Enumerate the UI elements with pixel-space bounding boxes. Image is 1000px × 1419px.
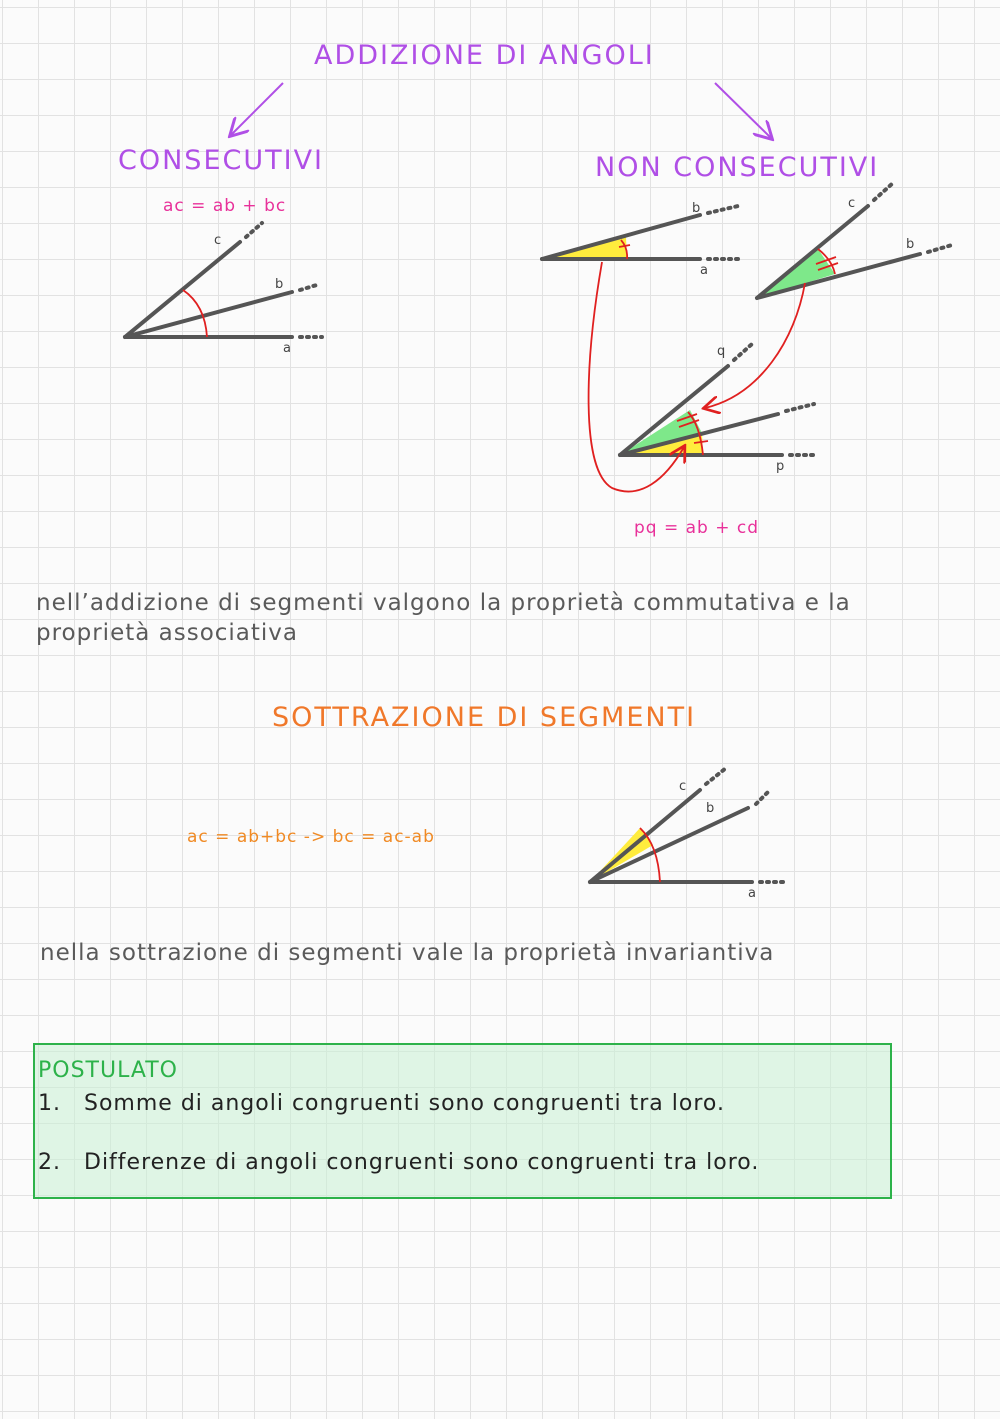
postulate-item-2-number: 2.	[38, 1150, 61, 1175]
arrow-right-icon	[715, 83, 771, 138]
label-b: b	[275, 277, 284, 292]
label-b: b	[906, 237, 915, 252]
note-addizione-line2: proprietà associativa	[36, 620, 299, 646]
formula-non-consecutivi: pq = ab + cd	[634, 518, 760, 538]
formula-consecutivi: ac = ab + bc	[163, 196, 287, 216]
postulate-item-1-text: Somme di angoli congruenti sono congruenti tra loro.	[84, 1091, 725, 1116]
label-a: a	[283, 341, 291, 356]
page-title: ADDIZIONE DI ANGOLI	[314, 40, 655, 71]
heading-non-consecutivi: NON CONSECUTIVI	[595, 152, 880, 183]
label-a: a	[700, 263, 708, 278]
heading-consecutivi: CONSECUTIVI	[118, 145, 325, 176]
label-c: c	[679, 779, 687, 794]
label-p: p	[776, 459, 785, 474]
diagram-consecutivi	[125, 242, 292, 337]
label-b: b	[706, 801, 715, 816]
postulate-item-2-text: Differenze di angoli congruenti sono congruenti tra loro.	[84, 1150, 760, 1175]
transfer-curve-ab	[589, 262, 684, 492]
heading-sottrazione: SOTTRAZIONE DI SEGMENTI	[272, 702, 697, 733]
formula-sottrazione: ac = ab+bc -> bc = ac-ab	[187, 827, 435, 847]
label-b: b	[692, 201, 701, 216]
note-sottrazione: nella sottrazione di segmenti vale la proprietà invariantiva	[40, 940, 775, 966]
arrow-left-icon	[231, 83, 283, 135]
postulate-title: POSTULATO	[38, 1058, 178, 1083]
label-a: a	[748, 886, 756, 901]
note-addizione-line1: nell’addizione di segmenti valgono la proprietà commutativa e la	[36, 590, 851, 616]
postulate-item-1-number: 1.	[38, 1091, 61, 1116]
label-q: q	[717, 344, 726, 359]
label-c: c	[214, 233, 222, 248]
label-c: c	[848, 196, 856, 211]
